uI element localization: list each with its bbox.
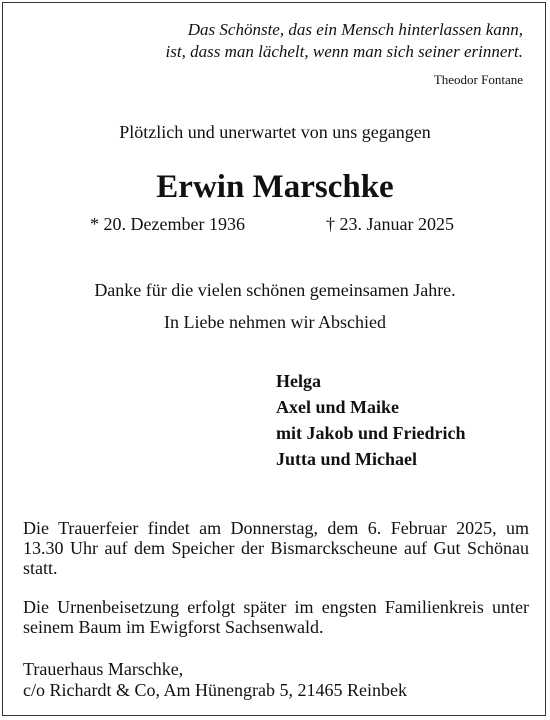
mourners-list: [276, 368, 466, 472]
mourner-item: Axel und Maike: [276, 397, 400, 417]
quote-line-1: Das Schönste, das ein Mensch hinterlassen kann,: [187, 20, 523, 39]
mourner-item: mit Jakob und Friedrich: [276, 423, 466, 443]
address-line-2: c/o Richardt & Co, Am Hünengrab 5, 21465 Reinbek: [23, 680, 407, 700]
thanks-text: Danke für die vielen schönen gemeinsamen Jahre.: [94, 280, 456, 300]
deceased-name: Erwin Marschke: [156, 169, 394, 205]
funeral-service-paragraph: Die Trauerfeier findet am Donnerstag, dem 6. Februar 2025, um 13.30 Uhr auf dem Speicher der Bismarckscheune auf Gut Schönau statt.: [23, 518, 529, 578]
mourner-item: Helga: [276, 371, 321, 391]
address-line-1: Trauerhaus Marschke,: [23, 659, 184, 679]
death-date: † 23. Januar 2025: [326, 214, 454, 234]
intro-text: Plötzlich und unerwartet von uns gegangen: [119, 122, 431, 142]
mourner-item: Jutta und Michael: [276, 449, 418, 469]
urn-burial-paragraph: Die Urnenbeisetzung erfolgt später im engsten Familienkreis unter seinem Baum im Ewigforst Sachsenwald.: [23, 597, 529, 637]
farewell-text: In Liebe nehmen wir Abschied: [164, 312, 386, 332]
birth-date: * 20. Dezember 1936: [90, 214, 245, 234]
quote-author: Theodor Fontane: [433, 72, 523, 87]
quote-line-2: ist, dass man lächelt, wenn man sich seiner erinnert.: [165, 42, 523, 61]
